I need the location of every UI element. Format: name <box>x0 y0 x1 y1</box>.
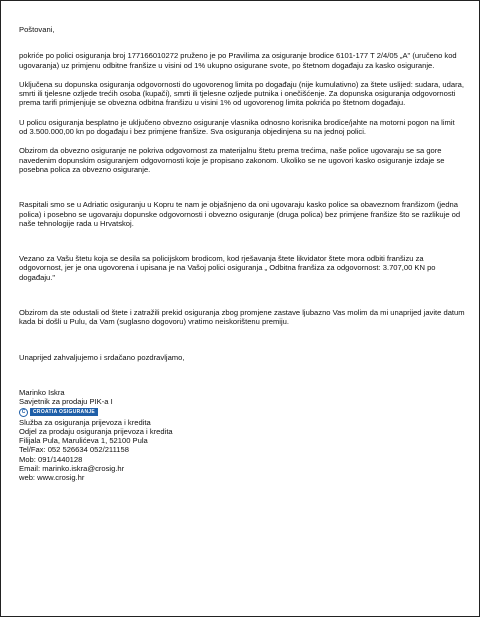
signature-name: Marinko Iskra <box>19 387 65 397</box>
paragraph-cancellation: Obzirom da ste odustali od štete i zatražili prekid osiguranja zbog promjene zastave ljubazno Vas molim da mi unaprijed javite datum kada bi došli u Pulu, da Vam (suglasno dogovoru) vratimo neiskorištenu premiju. <box>19 308 465 327</box>
signature-address: Filijala Pula, Marulićeva 1, 52100 Pula <box>19 436 148 446</box>
signature-office: Odjel za prodaju osiguranja prijevoza i kredita <box>19 426 173 436</box>
greeting: Poštovani, <box>19 25 55 34</box>
signature-department: Služba za osiguranja prijevoza i kredita <box>19 417 151 427</box>
paragraph-policy-coverage: pokriće po polici osiguranja broj 177166010272 pruženo je po Pravilima za osiguranje brodice 6101-177 T 2/4/05 „A" (uručeno kod ugovaranja) uz primjenu odbitne franšize u visini od 1% ukupno osigurane svote, po štetnom događaju za kasko osiguranje. <box>19 51 457 70</box>
paragraph-police-boat-claim: Vezano za Vašu štetu koja se desila sa policijskom brodicom, kod rješavanja štete likvidator štete mora odbiti franšizu za odgovornost, jer je ona ugovorena i upisana je na Vašoj polici osiguranja „ Odbitna franšiza za odgovornost: 3.707,00 KN po događaju." <box>19 254 436 282</box>
signature-block <box>19 388 465 483</box>
paragraph-adriatic-inquiry: Raspitali smo se u Adriatic osiguranju u Kopru te nam je objašnjeno da oni ugovaraju kasko police sa obaveznom franšizom (jedna polica) i posebno se ugovaraju dopunske odgovornosti i obvezno osiguranje (druga polica) bez primjene franšize što se razlikuje od naše tehnologije rada u Hrvatskoj. <box>19 200 461 228</box>
logo-mark-icon: C <box>19 408 28 417</box>
letter-body <box>19 25 465 483</box>
signature-mobile: Mob: 091/1440128 <box>19 454 83 464</box>
paragraph-material-damage: Obzirom da obvezno osiguranje ne pokriva odgovornost za materijalnu štetu prema trećima, naše police ugovaraju se sa gore navedenim dopunskim osiguranjem odgovornosti koje je propisano zakonom. Ukoliko se ne ugovori kasko osiguranje izdaje se posebna polica za obvezno osiguranje. <box>19 146 445 174</box>
signature-email[interactable]: Email: marinko.iskra@crosig.hr <box>19 464 125 474</box>
signature-website[interactable]: web: www.crosig.hr <box>19 473 85 483</box>
closing-line: Unaprijed zahvaljujemo i srdačano pozdravljamo, <box>19 352 185 362</box>
logo-text: CROATIA OSIGURANJE <box>30 408 98 416</box>
paragraph-mandatory-insurance: U policu osiguranja besplatno je uključeno obvezno osiguranje vlasnika odnosno korisnika brodice/jahte na motorni pogon na limit od 3.500.000,00 kn po događaju i bez primjene franšize. Sva osiguranja objedinjena su na jednoj polici. <box>19 117 455 137</box>
signature-title: Savjetnik za prodaju PIK-a I <box>19 397 113 407</box>
signature-phone-fax: Tel/Fax: 052 526634 052/211158 <box>19 445 129 455</box>
paragraph-liability-insurance: Uključena su dopunska osiguranja odgovornosti do ugovorenog limita po događaju (nije kumulativno) za štete uslijed: sudara, udara, smrti ili tjelesne ozljede trećih osoba (kupači), smrti ili tjelesne ozljede putnika i onečišćenje. Za dopunska osiguranja odgovornosti prema tarifi primjenjuje se obvezna odbitna franšizu u visini 1% od ugovorenog limita pokrića po štetnom događaju. <box>19 79 464 108</box>
croatia-osiguranje-logo <box>19 408 465 417</box>
